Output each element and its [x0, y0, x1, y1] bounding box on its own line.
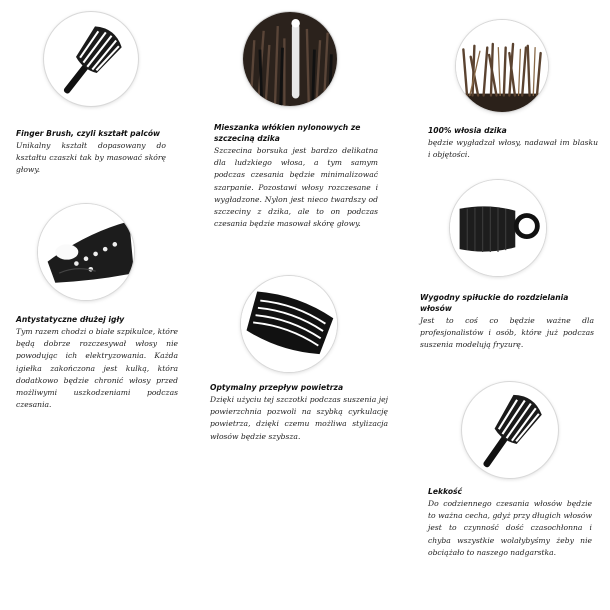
feature-bristle-mix	[214, 122, 378, 230]
feature-lightweight	[428, 486, 592, 559]
airflow-brush-image	[241, 276, 337, 372]
handle-hook-icon	[450, 180, 546, 276]
feature-antistatic-pins	[16, 314, 178, 411]
feature-handle-hook	[420, 292, 594, 352]
feature-text: Unikalny kształt dopasowany do kształtu czaszki tak by masować skórę głowy.	[16, 141, 166, 175]
feature-title: Wygodny spiłuckie do rozdzielania włosów	[420, 293, 569, 313]
finger-brush-icon	[44, 12, 138, 106]
airflow-brush-icon	[241, 276, 337, 372]
feature-title: Finger Brush, czyli kształt palców	[16, 129, 161, 138]
boar-bristle-image	[456, 20, 548, 112]
feature-title: 100% włosia dzika	[428, 126, 507, 135]
antistatic-pins-icon	[38, 204, 134, 300]
handle-hook-image	[450, 180, 546, 276]
feature-airflow	[210, 382, 388, 443]
lightweight-brush-icon	[462, 382, 558, 478]
feature-text: Jest to coś co będzie ważne dla profesjonalistów i osób, które już podczas suszenia modelują fryzurę.	[420, 316, 594, 350]
feature-text: Do codziennego czesania włosów będzie to ważna cecha, gdyż przy długich włosów jest to czynność dość czasochłonna i chyba wszystkie wolałybyśmy żeby nie obciążało to naszego nadgarstka.	[428, 499, 592, 557]
antistatic-pins-image	[38, 204, 134, 300]
bristle-mix-icon	[243, 12, 337, 106]
feature-boar-bristle	[428, 125, 598, 161]
feature-title: Mieszanka włókien nylonowych ze szczeciną dzika	[214, 123, 361, 143]
feature-text: Tym razem chodzi o białe szpikulce, które będą dobrze rozczesywał włosy nie powodując ich elektryzowania. Każda igiełka zakończona jest kulką, która dodatkowo będzie chronić włosy przed możliwymi uszkodzeniami podczas czesania.	[16, 327, 178, 410]
feature-text: Szczecina borsuka jest bardzo delikatna dla ludzkiego włosa, a tym samym podczas czesania będzie minimalizować szarpanie. Pozostawi włosy rozczesane i wygładzone. Nylon jest nieco twardszy od szczeciny z dzika, ale to on podczas czesania będzie masował skórę głowy.	[214, 146, 378, 229]
boar-bristle-icon	[456, 20, 548, 112]
feature-finger-brush	[16, 128, 166, 177]
feature-title: Antystatyczne dłużej igły	[16, 315, 125, 324]
finger-brush-image	[44, 12, 138, 106]
feature-title: Optymalny przepływ powietrza	[210, 383, 344, 392]
feature-title: Lekkość	[428, 487, 463, 496]
bristle-mix-image	[243, 12, 337, 106]
feature-text: Dzięki użyciu tej szczotki podczas suszenia jej powierzchnia pozwoli na szybką cyrkulację powietrza, dzięki czemu możliwa stylizacja włosów będzie szybsza.	[210, 395, 388, 441]
feature-text: będzie wygładzał włosy, nadawał im blasku i objętości.	[428, 138, 598, 160]
lightweight-brush-image	[462, 382, 558, 478]
